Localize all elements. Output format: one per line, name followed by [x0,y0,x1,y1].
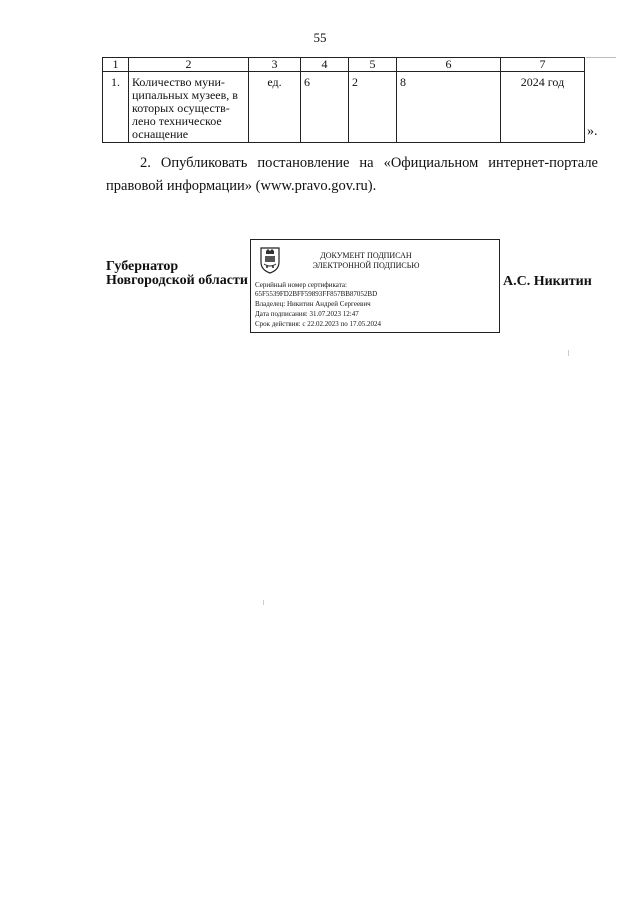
header-cell: 3 [249,58,301,72]
stamp-heading-line2: ЭЛЕКТРОННОЙ ПОДПИСЬЮ [312,261,420,270]
header-cell: 5 [349,58,397,72]
table-row [103,72,585,143]
year-cell: 2024 год [501,72,585,143]
value-cell-5: 2 [349,72,397,143]
stamp-serial: 65F5539FD2BFF59893FF857BB87052BD [255,290,378,298]
indicator-table [102,57,585,143]
value-cell-4: 6 [301,72,349,143]
scan-speck [263,600,264,605]
stamp-validity: Срок действия: с 22.02.2023 по 17.05.2024 [255,320,381,328]
unit-cell: ед. [249,72,301,143]
governor-title-line1: Губернатор [106,259,179,274]
stamp-serial-label: Серийный номер сертификата: [255,281,347,289]
indicator-name: Количество муни-ципальных музеев, в которых осуществ-лено техническое оснащение [129,72,249,143]
row-number: 1. [103,72,129,143]
value-cell-6: 8 [397,72,501,143]
table-stub-line [586,57,616,58]
governor-title-line2: Новгородской области [106,273,248,288]
header-cell: 4 [301,58,349,72]
coat-of-arms-icon [259,246,281,274]
header-cell: 7 [501,58,585,72]
header-cell: 1 [103,58,129,72]
stamp-signed-date: Дата подписания: 31.07.2023 12:47 [255,310,359,318]
page-number: 55 [313,30,327,45]
governor-name: А.С. Никитин [503,274,592,289]
stamp-owner: Владелец: Никитин Андрей Сергеевич [255,300,371,308]
electronic-signature-stamp [250,239,500,333]
header-cell: 6 [397,58,501,72]
stamp-heading-line1: ДОКУМЕНТ ПОДПИСАН [320,251,412,260]
closing-quote: ». [587,124,598,139]
header-cell: 2 [129,58,249,72]
scan-speck [568,350,569,356]
publication-paragraph: 2. Опубликовать постановление на «Официальном интернет-портале правовой информации» (www.pravo.gov.ru). [106,155,598,194]
governor-title [106,260,248,288]
table-header-row [103,58,585,72]
stamp-heading [291,251,441,271]
